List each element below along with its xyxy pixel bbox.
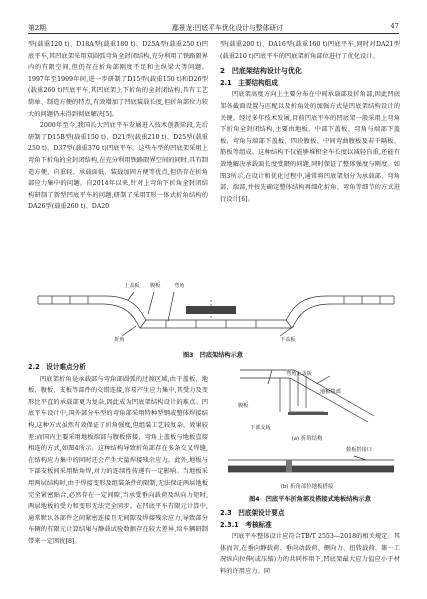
section-heading: 2 凹底架结构设计与优化	[220, 67, 302, 76]
figure-4a-subcaption: (a) 折角结构	[291, 436, 323, 442]
right-column-top	[220, 39, 400, 205]
fig4-label-floor-joint: 数板搭接口	[346, 447, 372, 453]
right-column-bottom	[220, 508, 400, 578]
fig4-label-floor-end: 地板端部	[320, 389, 341, 395]
figure-4b-diagram	[226, 454, 396, 480]
paragraph: 型(载重120 t)、D18A型(载重180 t)、D25A型(载重250 t)凹底平车,其凹底架采用双圆弧弯角全封闭结构,充分利用了铁路限界内的有限空间,但仍存在折角部刚度不足和主纵梁大等问题。1997年至1999年间,进一步研制了D15型(载重150 t)和D26型(载重260 t)凹底平车,其凹底架上下折角的全封闭结构,具有工艺简单、制造方便的特点,有效增加了凹底装载长度,但折角部位力较大的问题仍未得到彻底解决[5]。	[28, 41, 208, 118]
fig3-label-bottom-cover: 下盖板	[280, 337, 296, 343]
paragraph: 凹底架折角是承载部与弯角部圆弧的过渡区域,由于盖板、地板、腹板、支板等部件的交错连接,容易产生应力集中,其受力及变形比平直的承载部更为复杂,因此成为凹底架结构设计的难点。凹底平车设计中,国外部分车型的弯角部采用特种型钢或整体焊接结构,这种方式虽然有效保证了折角强度,但组装工艺较复杂、效果较差;而国内主要采用地板端部与腹板搭接、弯角上盖板与地板直接相连的方式,如图4所示。这种结构导致折角部存在多条交叉焊缝,在结构应力集中的同时还会产生大量焊接残余应力。此外,地板与下部支板间采用贴角焊,对力的连续性传递有一定影响。当地板采用两层结构时,由于焊接变形及组装条件的限制,无法保证两层地板完全紧密贴合,必然存在一定间隙,当承受垂向载荷及纵向力矩时,两层地板的受力和变形无法完全同步。在凹底平车有限元计算中,通常默认各部件之间紧密连接且无间隙及焊接残余应力,导致部分车辆的有限元计算结果与静载试验数据存在较大差异,给车辆研制带来一定困扰[8]。	[28, 375, 208, 545]
left-column-top	[28, 39, 208, 213]
paragraph: 凹底架高度方向上主要分布在中间承载部及折角部,因此凹底架各截面设置与匹配以及折角处的加强方式是凹底架结构设计的关键。经过多年技术发展,目前凹底平车的凹底架一般采用上弯角下折角全封闭结构,主要由地板、中部下盖板、弯角与端部下盖板、弯角与端部下盖板、四块腹板、中间弯曲腹板及若干隔板、筋板等组成。这种结构不仅能够堆积全车长度以减轻自重,还能有效地解决承载面长度受限的问题,同时保证了整体强度与刚度。如图3所示,在设计和优化过程中,通常将凹底架划分为承载部、弯角部、端部,并按先确定整体结构再细化折角、弯角等细节的方式进行设计[6]。	[220, 91, 400, 203]
header-rule	[28, 33, 399, 34]
fig3-label-fold: 折角	[114, 337, 125, 343]
figure-4b-subcaption: (b) 折角部位地板搭接	[280, 484, 334, 490]
subsection-heading: 2.3 凹底架设计要点	[220, 509, 285, 517]
fig3-label-bend: 弯角	[174, 283, 185, 289]
fig4-label-lower-support: 下部支板	[250, 425, 271, 431]
subsubsection-heading: 2.3.1 考核标准	[220, 520, 272, 529]
paragraph: 凹底平车整体设计应符合TB/T 2553—2018的相关规定。其体而言,在垂向静载荷、垂向动载荷、侧向力、扭转载荷、第一工况纵向拉伸(或压缩)力的共同作用下,凹底架最大应力值应小于材料的许用应力。同	[220, 533, 400, 575]
fig4-label-bend-cover: 弯角上盖板	[286, 371, 312, 377]
paragraph: 型(载重200 t)、DA16型(载重160 t)凹底平车,同时对DA21型(载重210 t)凹底平车的凹底架折角部位进行了优化设计。	[220, 41, 400, 60]
fig4-label-web: 腹板	[238, 403, 249, 409]
subsection-heading: 2.2 设计难点分析	[28, 363, 86, 371]
figure-3-diagram	[36, 286, 396, 342]
subsection-heading: 2.1 主要结构组成	[220, 78, 278, 87]
paragraph: 2000年至今,我国长大凹底平车发展进入技术创新阶段,先后研制了D15B型(载重150 t)、D21型(载重210 t)、D25型(载重250 t)、D37型(载重370 t)凹底平车。这些车型的凹底架采用上弯角下折角的全封闭结构,在充分利用铁路限界空间的同时,具有制造方便、自重轻、承载面低、装载加固方便等优点,但仍存在折角部应力集中的问题。自2014年以来,针对上弯角下折角全封闭结构研制了新型凹底平车的问题,研制了采用T形一体式折角结构的DA26型(载重260 t)、DA20	[28, 122, 208, 211]
page-number: 47	[390, 22, 399, 30]
fig3-label-web: 腹板	[150, 283, 161, 289]
figure-4-caption: 图4 凹底平车折角部及搭接式地板结构示意	[249, 496, 371, 503]
running-title: 鄢景龙:凹底平车优化设计与整体研讨	[172, 24, 284, 32]
figure-3-caption: 图3 凹底架结构示意	[183, 352, 243, 359]
fig3-label-top-cover: 上盖板	[124, 283, 140, 289]
journal-issue: 第2期	[28, 24, 46, 32]
left-column-bottom	[28, 362, 208, 548]
